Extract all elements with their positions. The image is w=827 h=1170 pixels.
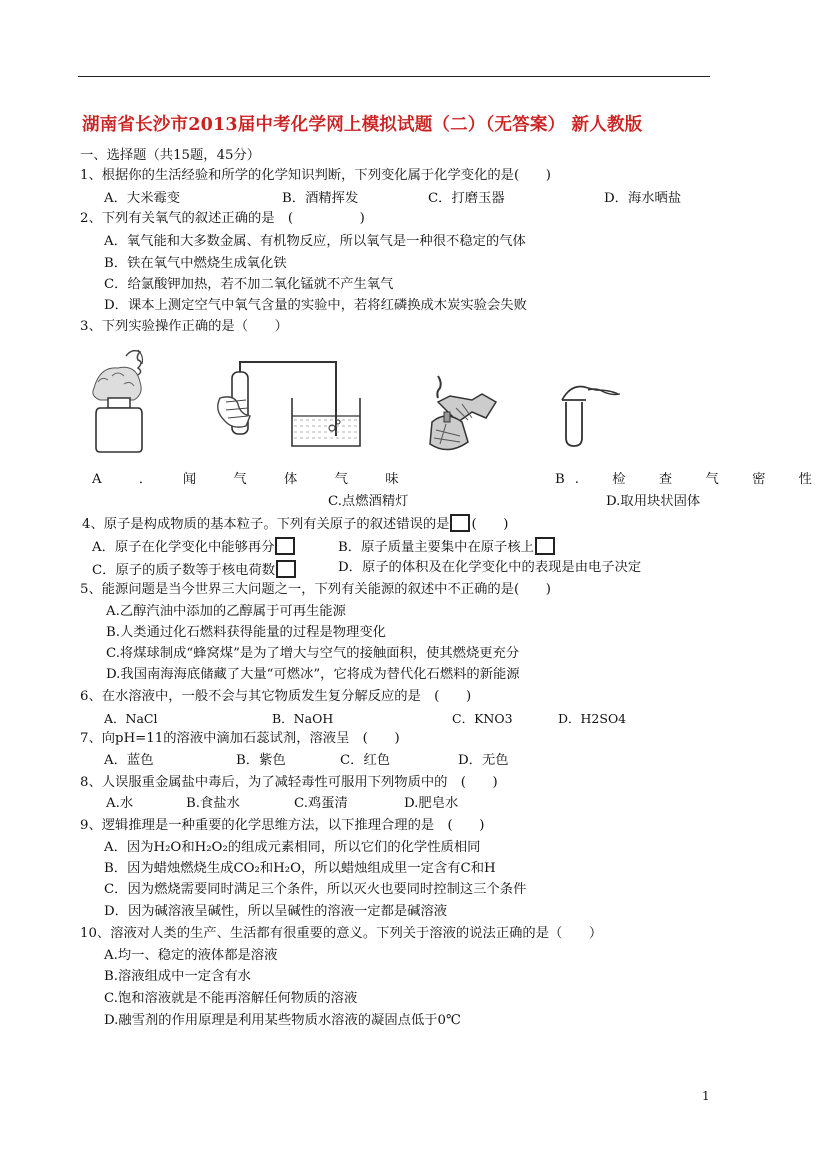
q4-option-b (338, 537, 556, 556)
q7-option-b: B．紫色 (236, 753, 286, 768)
question-3-stem: 3、下列实验操作正确的是（ ） (80, 319, 288, 334)
q3-label-b: B. 检 查 气 密 性 (555, 472, 822, 487)
q4-option-d: D．原子的体积及在化学变化中的表现是由电子决定 (338, 560, 642, 575)
empty-box (450, 514, 470, 532)
q9-option-a: A．因为H₂O和H₂O₂的组成元素相同，所以它们的化学性质相同 (104, 840, 481, 855)
q6-option-d: D．H2SO4 (558, 711, 627, 726)
q7-option-d: D．无色 (458, 753, 509, 768)
empty-box (276, 560, 296, 578)
q2-option-a: A．氧气能和大多数金属、有机物反应，所以氧气是一种很不稳定的气体 (104, 234, 526, 249)
q4-option-a-text: A．原子在化学变化中能够再分 (92, 540, 275, 555)
empty-box (535, 537, 555, 555)
question-1-stem: 1、根据你的生活经验和所学的化学知识判断，下列变化属于化学变化的是( ) (80, 168, 551, 183)
q9-option-d: D．因为碱溶液呈碱性，所以呈碱性的溶液一定都是碱溶液 (104, 904, 448, 919)
q6-option-a: A．NaCl (104, 711, 158, 726)
figure-smell-gas (86, 348, 158, 454)
q1-option-b: B．酒精挥发 (282, 191, 359, 206)
q7-option-c: C．红色 (340, 753, 391, 768)
figure-check-airtightness (212, 358, 372, 450)
q5-option-a: A.乙醇汽油中添加的乙醇属于可再生能源 (106, 604, 346, 619)
question-10-stem: 10、溶液对人类的生产、生活都有很重要的意义。下列关于溶液的说法正确的是（ ） (80, 926, 603, 941)
empty-box (275, 537, 295, 555)
q8-option-c: C.鸡蛋清 (294, 796, 348, 811)
question-4-stem (82, 514, 508, 533)
q10-option-a: A.均一、稳定的液体都是溶液 (104, 948, 278, 963)
q2-option-b: B．铁在氧气中燃烧生成氧化铁 (104, 256, 287, 271)
q9-option-b: B．因为蜡烛燃烧生成CO₂和H₂O，所以蜡烛组成里一定含有C和H (104, 861, 496, 876)
header-rule (78, 76, 710, 77)
q8-option-b: B.食盐水 (186, 796, 240, 811)
question-5-stem: 5、能源问题是当今世界三大问题之一，下列有关能源的叙述中不正确的是( ) (80, 582, 551, 597)
question-6-stem: 6、在水溶液中，一般不会与其它物质发生复分解反应的是 ( ) (80, 689, 472, 704)
q2-option-c: C．给氯酸钾加热，若不加二氧化锰就不产生氧气 (104, 277, 394, 292)
q5-option-d: D.我国南海海底储藏了大量“可燃冰”，它将成为替代化石燃料的新能源 (106, 667, 520, 682)
section-heading: 一、选择题（共15题，45分） (80, 148, 261, 163)
q8-option-d: D.肥皂水 (404, 796, 459, 811)
q9-option-c: C．因为燃烧需要同时满足三个条件，所以灭火也要同时控制这三个条件 (104, 882, 527, 897)
q3-label-c: C.点燃酒精灯 (328, 494, 409, 509)
q10-option-b: B.溶液组成中一定含有水 (104, 969, 251, 984)
q7-option-a: A．蓝色 (104, 753, 154, 768)
q6-option-c: C．KNO3 (452, 711, 513, 726)
question-2-stem: 2、下列有关氧气的叙述正确的是 ( ) (80, 211, 365, 226)
q4-option-c (92, 560, 297, 579)
question-7-stem: 7、向pH=11的溶液中滴加石蕊试剂，溶液呈 ( ) (80, 731, 400, 746)
page-title: 湖南省长沙市2013届中考化学网上模拟试题（二）（无答案） 新人教版 (82, 115, 643, 135)
q3-label-a: A ． 闻 气 体 气 味 (92, 472, 411, 487)
q1-option-a: A．大米霉变 (104, 191, 181, 206)
q6-option-b: B．NaOH (272, 711, 334, 726)
q4-option-a (92, 537, 296, 556)
q5-option-b: B.人类通过化石燃料获得能量的过程是物理变化 (106, 625, 386, 640)
q10-option-c: C.饱和溶液就是不能再溶解任何物质的溶液 (104, 991, 358, 1006)
question-9-stem: 9、逻辑推理是一种重要的化学思维方法，以下推理合理的是 ( ) (80, 818, 485, 833)
q4-answer-paren: ( ) (471, 517, 509, 532)
q4-stem-text: 4、原子是构成物质的基本粒子。下列有关原子的叙述错误的是 (82, 517, 450, 532)
q4-option-b-text: B．原子质量主要集中在原子核上 (338, 540, 534, 555)
q2-option-d: D．课本上测定空气中氧气含量的实验中，若将红磷换成木炭实验会失败 (104, 298, 527, 313)
q5-option-c: C.将煤球制成“蜂窝煤”是为了增大与空气的接触面积，使其燃烧更充分 (106, 646, 520, 661)
q3-label-d: D.取用块状固体 (606, 494, 701, 509)
page-number: 1 (702, 1089, 710, 1103)
figure-alcohol-lamp (416, 372, 500, 464)
q8-option-a: A.水 (106, 796, 134, 811)
q1-option-d: D．海水晒盐 (604, 191, 682, 206)
figure-take-solid (552, 380, 622, 450)
q1-option-c: C．打磨玉器 (428, 191, 505, 206)
q10-option-d: D.融雪剂的作用原理是利用某些物质水溶液的凝固点低于0℃ (104, 1013, 461, 1028)
q4-option-c-text: C．原子的质子数等于核电荷数 (92, 563, 276, 578)
question-8-stem: 8、人误服重金属盐中毒后，为了减轻毒性可服用下列物质中的 ( ) (80, 775, 498, 790)
